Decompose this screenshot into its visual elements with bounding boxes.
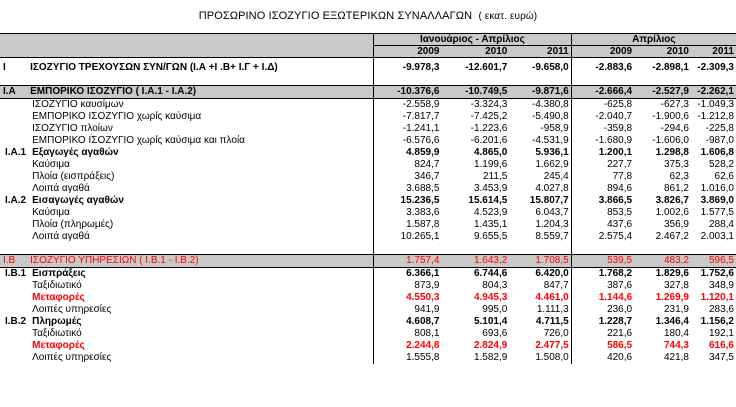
row-label: ΙΣΟΖΥΓΙΟ καυσίμων [32,99,124,110]
cell: 941,9 [374,304,442,316]
cell: 1.002,6 [655,207,689,218]
cell: 3.383,6 [374,207,442,219]
row-label: Λοιπές υπηρεσίες [32,352,112,363]
cell: 375,3 [663,159,689,170]
cell: 1.298,8 [655,147,689,158]
cell: 1.587,8 [374,219,442,231]
cell: -627,3 [660,99,689,110]
cell: 824,7 [374,159,442,171]
row-label: Λοιπά αγαθά [32,183,90,194]
row-code: I.A.1 [5,147,27,158]
cell: 693,6 [482,328,508,339]
cell: 15.236,5 [374,195,442,207]
cell: -6.201,6 [470,135,508,146]
cell: 15.614,5 [468,195,508,206]
row-label: Εξαγωγές αγαθών [32,147,119,158]
cell: -2.309,3 [697,62,734,73]
cell: 1.016,0 [700,183,734,194]
cell: 995,0 [482,304,508,315]
cell: 4.550,3 [374,292,442,304]
balance-table [0,33,736,364]
row-code: I [3,62,6,73]
cell: 192,1 [708,328,734,339]
cell: 15.807,7 [529,195,569,206]
cell: 62,6 [714,171,734,182]
row-label: ΕΜΠΟΡΙΚΟ ΙΣΟΖΥΓΙΟ ( Ι.Α.1 - Ι.Α.2) [28,86,373,99]
cell: -10.749,5 [441,86,509,99]
table-row [0,328,736,340]
cell: 847,7 [543,280,569,291]
cell: 853,5 [571,207,634,219]
cell: 1.199,6 [473,159,508,170]
cell: -1.212,8 [697,111,734,122]
row-label: Μεταφορές [32,292,85,303]
cell: 483,2 [634,255,691,268]
cell: 596,5 [691,255,736,268]
row-label: Πλοία (εισπράξεις) [32,171,115,182]
table-row [0,316,736,328]
row-label: ΙΣΟΖΥΓΙΟ πλοίων [32,123,113,134]
cell: 1.582,9 [473,352,508,363]
cell: 1.606,8 [700,147,734,158]
table-row [0,62,736,74]
row-label: Εισαγωγές αγαθών [32,195,124,206]
year-header: 2010 [441,46,509,58]
table-row [0,135,736,147]
cell: 236,0 [571,304,634,316]
row-label: ΙΣΟΖΥΓΙΟ ΥΠΗΡΕΣΙΩΝ ( Ι.Β.1 - Ι.Β.2) [28,255,373,268]
cell: -1.606,0 [652,135,689,146]
cell: 6.744,6 [441,268,509,281]
cell: 4.027,8 [535,183,569,194]
table-row [0,231,736,243]
cell: 586,5 [571,340,634,352]
year-header: 2011 [691,46,736,58]
cell: 356,9 [663,219,689,230]
cell: 1.144,6 [571,292,634,304]
cell: 1.577,5 [700,207,734,218]
cell: 211,5 [483,171,508,182]
cell: 1.156,2 [700,316,734,327]
row-label: ΕΜΠΟΡΙΚΟ ΙΣΟΖΥΓΙΟ χωρίς καύσιμα [32,111,202,122]
cell: 861,2 [663,183,689,194]
cell: 346,7 [374,171,442,183]
cell: 288,4 [708,219,734,230]
cell: 1.757,4 [374,255,442,268]
table-row [0,268,736,281]
cell: 1.204,3 [535,219,569,230]
row-label: Πλοία (πληρωμές) [32,219,114,230]
table-row [0,183,736,195]
table-row [0,159,736,171]
cell: -1.900,6 [652,111,689,122]
cell: 221,6 [571,328,634,340]
table-row [0,171,736,183]
table-row [0,292,736,304]
cell: -1.049,3 [697,99,734,110]
cell: -2.527,9 [634,86,691,99]
cell: 1.346,4 [655,316,689,327]
cell: 2.824,9 [473,340,508,351]
cell: -225,8 [705,123,734,134]
row-label: Εισπράξεις [28,268,373,281]
cell: 4.608,7 [374,316,442,328]
row-code: I.B.1 [0,268,28,281]
cell: 1.228,7 [571,316,634,328]
cell: 873,9 [374,280,442,292]
cell: -2.898,1 [652,62,689,73]
cell: 1.269,9 [655,292,689,303]
cell: 3.688,5 [374,183,442,195]
cell: 1.435,1 [473,219,508,230]
row-code: I.B [0,255,28,268]
table-row [0,147,736,159]
table-row [0,255,736,268]
cell: 1.555,8 [374,352,442,364]
cell: -7.817,7 [374,111,442,123]
cell: 4.865,0 [473,147,508,158]
cell: 2.244,8 [374,340,442,352]
cell: 4.945,3 [473,292,508,303]
title-text: ΠΡΟΣΩΡΙΝΟ ΙΣΟΖΥΓΙΟ ΕΞΩΤΕΡΙΚΩΝ ΣΥΝΑΛΛΑΓΩΝ [198,10,473,22]
table-row [0,86,736,99]
cell: 3.866,5 [571,195,634,207]
cell: 1.662,9 [535,159,569,170]
cell: -1.223,6 [470,123,508,134]
cell: 327,8 [663,280,689,291]
cell: 804,3 [482,280,508,291]
row-code: I.A.2 [5,195,27,206]
cell: 5.936,1 [535,147,569,158]
cell: -6.576,6 [374,135,442,147]
cell: -4.380,8 [532,99,569,110]
cell: 245,4 [543,171,569,182]
cell: 2.575,4 [571,231,634,243]
table-row [0,340,736,352]
cell: -294,6 [660,123,689,134]
cell: 616,6 [708,340,734,351]
cell: 6.366,1 [374,268,442,281]
cell: 1.768,2 [571,268,634,281]
cell: 348,9 [708,280,734,291]
cell: 3.453,9 [473,183,508,194]
cell: 1.120,1 [700,292,734,303]
row-label: ΙΣΟΖΥΓΙΟ ΤΡΕΧΟΥΣΩΝ ΣΥΝ/ΓΩΝ (Ι.Α +Ι .Β+ Ι.Γ + Ι.Δ) [30,62,278,73]
year-header: 2010 [634,46,691,58]
table-row [0,304,736,316]
cell: -9.658,0 [532,62,569,73]
row-label: Ταξιδιωτικό [32,328,82,339]
cell: 2.477,5 [535,340,569,351]
report-title [0,0,736,33]
cell: 1.752,6 [691,268,736,281]
cell: 231,9 [663,304,689,315]
row-label: Λοιπές υπηρεσίες [32,304,112,315]
year-header: 2011 [509,46,571,58]
cell: 1.200,1 [571,147,634,159]
row-label: Μεταφορές [32,340,85,351]
cell: 2.003,1 [700,231,734,242]
cell: 808,1 [374,328,442,340]
row-label: Ταξιδιωτικό [32,280,82,291]
cell: 726,0 [543,328,569,339]
cell: 283,6 [708,304,734,315]
cell: -1.680,9 [571,135,634,147]
table-row [0,280,736,292]
cell: 1.643,2 [441,255,509,268]
cell: -7.425,2 [470,111,508,122]
cell: 3.869,0 [700,195,734,206]
cell: 3.826,7 [655,195,689,206]
cell: 1.829,6 [634,268,691,281]
cell: -2.262,1 [691,86,736,99]
cell: 894,6 [571,183,634,195]
table-row [0,207,736,219]
table-row [0,111,736,123]
table-row [0,123,736,135]
cell: 8.559,7 [535,231,569,242]
cell: -10.376,6 [374,86,442,99]
cell: -9.871,6 [509,86,571,99]
cell: 6.043,7 [535,207,569,218]
header-year-row [0,46,736,58]
table-row [0,352,736,364]
cell: -987,0 [705,135,734,146]
cell: 2.467,2 [655,231,689,242]
cell: 744,3 [663,340,689,351]
row-label: ΕΜΠΟΡΙΚΟ ΙΣΟΖΥΓΙΟ χωρίς καύσιμα και πλοία [32,135,245,146]
row-label: Λοιπά αγαθά [32,231,90,242]
cell: -3.324,3 [470,99,508,110]
cell: 539,5 [571,255,634,268]
cell: 528,2 [708,159,734,170]
table-row [0,219,736,231]
cell: -2.666,4 [571,86,634,99]
cell: 5.101,4 [473,316,508,327]
cell: 62,3 [669,171,689,182]
cell: 387,6 [571,280,634,292]
cell: -9.978,3 [374,62,442,74]
period-apr: Απρίλιος [571,34,736,46]
cell: -1.241,1 [374,123,442,135]
cell: -2.040,7 [571,111,634,123]
row-label: Καύσιμα [32,207,70,218]
cell: -625,8 [571,99,634,112]
cell: -5.490,8 [532,111,569,122]
cell: -2.558,9 [374,99,442,112]
header-period-row [0,34,736,46]
cell: 6.420,0 [509,268,571,281]
cell: -4.531,9 [532,135,569,146]
cell: 1.708,5 [509,255,571,268]
year-header: 2009 [374,46,442,58]
cell: -359,8 [571,123,634,135]
cell: 4.461,0 [535,292,569,303]
year-header: 2009 [571,46,634,58]
table-row [0,195,736,207]
cell: 4.711,5 [535,316,569,327]
cell: 10.265,1 [374,231,442,243]
cell: 437,6 [571,219,634,231]
unit-text: ( εκατ. ευρώ) [478,11,538,22]
cell: -12.601,7 [465,62,508,73]
cell: 4.523,9 [473,207,508,218]
cell: -2.883,6 [571,62,634,74]
row-label: Καύσιμα [32,159,70,170]
cell: 347,5 [708,352,734,363]
cell: 1.111,3 [536,304,569,315]
cell: -958,9 [540,123,569,134]
cell: 180,4 [663,328,689,339]
cell: 1.508,0 [535,352,569,363]
table-row [0,99,736,112]
cell: 420,6 [571,352,634,364]
row-code: I.A [0,86,28,99]
cell: 421,8 [663,352,689,363]
period-jan-apr: Ιανουάριος - Απρίλιος [374,34,572,46]
cell: 227,7 [571,159,634,171]
cell: 4.859,9 [374,147,442,159]
cell: 77,8 [571,171,634,183]
row-code: I.B.2 [5,316,27,327]
row-label: Πληρωμές [32,316,82,327]
cell: 9.655,5 [473,231,508,242]
